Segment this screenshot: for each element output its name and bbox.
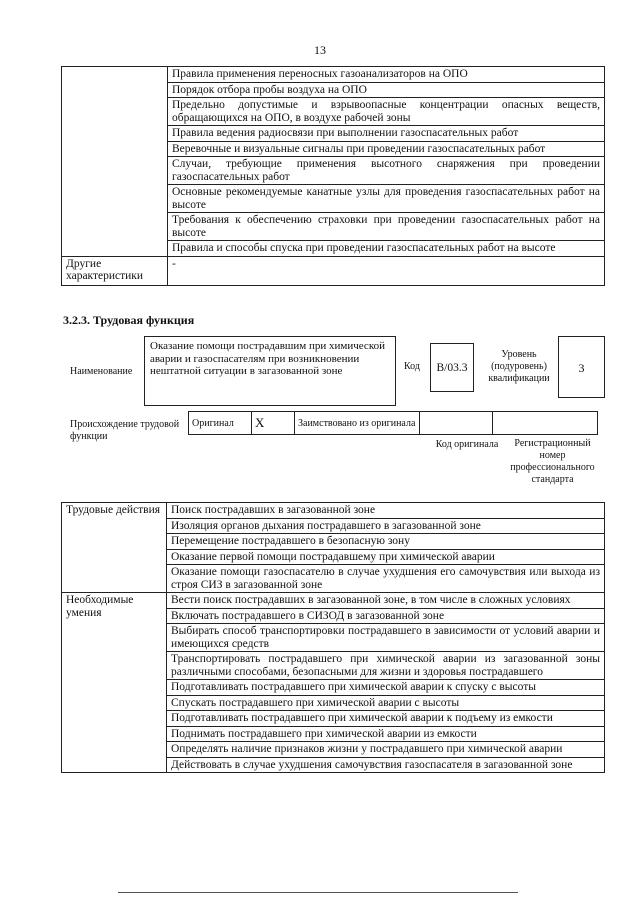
original-label: Оригинал xyxy=(189,412,252,435)
required-skills-item: Включать пострадавшего в СИЗОД в загазованной зоне xyxy=(167,608,605,624)
page-number: 13 xyxy=(314,43,326,57)
reg-number-cell xyxy=(493,412,598,435)
function-name-box: Оказание помощи пострадавшим при химической аварии и газоспасателям при возникновении нештатной ситуации в загазованной зоне xyxy=(144,336,396,406)
table-row xyxy=(62,593,605,609)
labor-actions-item: Изоляция органов дыхания пострадавшего в загазованной зоне xyxy=(167,518,605,534)
code-label: Код xyxy=(404,361,420,372)
labor-actions-item: Поиск пострадавших в загазованной зоне xyxy=(167,503,605,519)
labor-actions-item: Перемещение пострадавшего в безопасную зону xyxy=(167,534,605,550)
qualification-level-box: 3 xyxy=(558,336,605,398)
knowledge-item: Случаи, требующие применения высотного снаряжения при проведении газоспасательных работ xyxy=(168,157,605,185)
required-skills-item: Подготавливать пострадавшего при химической аварии к спуску с высоты xyxy=(167,680,605,696)
borrowed-label: Заимствовано из оригинала xyxy=(295,412,420,435)
table-row xyxy=(62,67,605,83)
name-label: Наименование xyxy=(70,366,133,377)
knowledge-item: Веревочные и визуальные сигналы при проведении газоспасательных работ xyxy=(168,141,605,157)
origin-code-label: Код оригинала xyxy=(435,439,499,450)
labor-actions-label: Трудовые действия xyxy=(62,503,167,593)
knowledge-item: Требования к обеспечению страховки при проведении газоспасательных работ на высоте xyxy=(168,213,605,241)
original-mark: X xyxy=(252,412,295,435)
knowledge-item: Правила применения переносных газоанализаторов на ОПО xyxy=(168,67,605,83)
qualification-level-label: Уровень (подуровень) квалификации xyxy=(488,349,550,384)
other-characteristics-label: Другие характеристики xyxy=(62,256,168,285)
origin-label: Происхождение трудовой функции xyxy=(70,419,180,442)
knowledge-item: Предельно допустимые и взрывоопасные концентрации опасных веществ, обращающихся на ОПО, в воздухе рабочей зоны xyxy=(168,98,605,126)
required-skills-item: Действовать в случае ухудшения самочувствия газоспасателя в загазованной зоне xyxy=(167,757,605,773)
knowledge-item: Основные рекомендуемые канатные узлы для проведения газоспасательных работ на высоте xyxy=(168,185,605,213)
required-skills-item: Поднимать пострадавшего при химической аварии из емкости xyxy=(167,726,605,742)
code-value-box: B/03.3 xyxy=(430,343,474,392)
knowledge-item: Правила и способы спуска при проведении газоспасательных работ на высоте xyxy=(168,241,605,257)
knowledge-item: Порядок отбора пробы воздуха на ОПО xyxy=(168,82,605,98)
table-row xyxy=(62,503,605,519)
labor-actions-item: Оказание первой помощи пострадавшему при химической аварии xyxy=(167,549,605,565)
labor-actions-item: Оказание помощи газоспасателю в случае ухудшения его самочувствия или выхода из строя СИЗ в загазованной зоне xyxy=(167,565,605,593)
knowledge-label xyxy=(62,67,168,257)
reg-number-label: Регистрационный номер профессионального стандарта xyxy=(510,438,595,485)
table-row xyxy=(62,256,605,285)
required-skills-item: Определять наличие признаков жизни у пострадавшего при химической аварии xyxy=(167,742,605,758)
function-details-table xyxy=(61,502,605,773)
required-skills-label: Необходимые умения xyxy=(62,593,167,773)
required-skills-item: Спускать пострадавшего при химической аварии с высоты xyxy=(167,695,605,711)
origin-table xyxy=(188,411,598,435)
required-skills-item: Подготавливать пострадавшего при химической аварии к подъему из емкости xyxy=(167,711,605,727)
other-characteristics-value: - xyxy=(168,256,605,285)
knowledge-item: Правила ведения радиосвязи при выполнении газоспасательных работ xyxy=(168,126,605,142)
bottom-edge-line xyxy=(118,892,518,893)
knowledge-table-continued xyxy=(61,66,605,286)
origin-code-cell xyxy=(420,412,493,435)
required-skills-item: Транспортировать пострадавшего при химической аварии из загазованной зоны различными способами, безопасными для жизни и здоровья пострадавшего xyxy=(167,652,605,680)
required-skills-item: Вести поиск пострадавших в загазованной зоне, в том числе в сложных условиях xyxy=(167,593,605,609)
section-title: 3.2.3. Трудовая функция xyxy=(63,313,195,327)
required-skills-item: Выбирать способ транспортировки пострадавшего в зависимости от условий аварии и имеющихся средств xyxy=(167,624,605,652)
